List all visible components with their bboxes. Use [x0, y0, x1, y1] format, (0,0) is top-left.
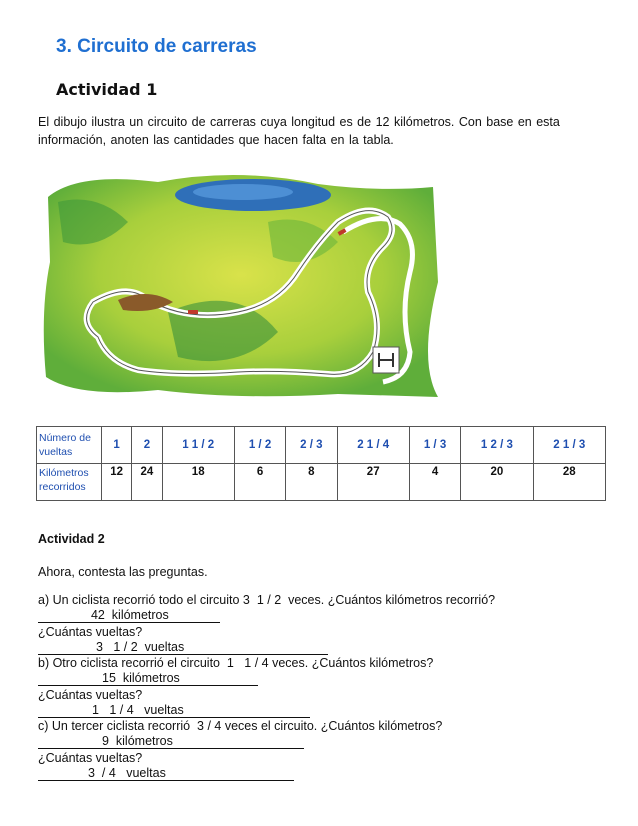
question-a-laps: ¿Cuántas vueltas? [38, 625, 143, 639]
question-a-km: a) Un ciclista recorrió todo el circuito 3 1 / 2 veces. ¿Cuántos kilómetros recorrió? [38, 593, 496, 607]
question-b-km: b) Otro ciclista recorrió el circuito 1 1 / 4 veces. ¿Cuántos kilómetros? [38, 656, 434, 670]
km-cell: 27 [337, 464, 409, 501]
km-cell: 18 [162, 464, 234, 501]
laps-cell: 2 1 / 4 [337, 427, 409, 464]
km-row [37, 464, 606, 501]
question-c-km: c) Un tercer ciclista recorrió 3 / 4 veces el circuito. ¿Cuántos kilómetros? [38, 719, 443, 733]
race-circuit-map-icon [38, 162, 444, 400]
km-row-label: Kilómetros recorridos [37, 464, 102, 501]
km-cell: 6 [234, 464, 285, 501]
km-cell: 8 [286, 464, 337, 501]
km-cell: 24 [132, 464, 162, 501]
laps-cell: 2 / 3 [286, 427, 337, 464]
km-cell: 4 [409, 464, 460, 501]
laps-cell: 1 / 3 [409, 427, 460, 464]
answer-a-km[interactable]: 42 kilómetros [38, 608, 220, 623]
page-title: 3. Circuito de carreras [56, 36, 257, 57]
answer-c-laps[interactable]: 3 / 4 vueltas [38, 766, 294, 781]
laps-km-table [36, 426, 606, 501]
instruction-text: Ahora, contesta las preguntas. [38, 565, 208, 579]
laps-cell: 2 [132, 427, 162, 464]
km-cell: 28 [533, 464, 605, 501]
laps-row [37, 427, 606, 464]
answer-b-km[interactable]: 15 kilómetros [38, 671, 258, 686]
activity-1-heading: Actividad 1 [56, 80, 158, 99]
answer-b-laps[interactable]: 1 1 / 4 vueltas [38, 703, 310, 718]
answer-a-laps[interactable]: 3 1 / 2 vueltas [38, 640, 328, 655]
km-cell: 20 [461, 464, 533, 501]
answer-c-km[interactable]: 9 kilómetros [38, 734, 304, 749]
laps-cell: 1 1 / 2 [162, 427, 234, 464]
laps-cell: 2 1 / 3 [533, 427, 605, 464]
laps-row-label: Número de vueltas [37, 427, 102, 464]
question-c-laps: ¿Cuántas vueltas? [38, 751, 143, 765]
km-cell: 12 [102, 464, 132, 501]
intro-paragraph: El dibujo ilustra un circuito de carreras cuya longitud es de 12 kilómetros. Con base en esta información, anoten las cantidades que hacen falta en la tabla. [38, 115, 560, 147]
laps-cell: 1 [102, 427, 132, 464]
activity-2-heading: Actividad 2 [38, 532, 105, 546]
laps-cell: 1 2 / 3 [461, 427, 533, 464]
laps-cell: 1 / 2 [234, 427, 285, 464]
question-b-laps: ¿Cuántas vueltas? [38, 688, 143, 702]
